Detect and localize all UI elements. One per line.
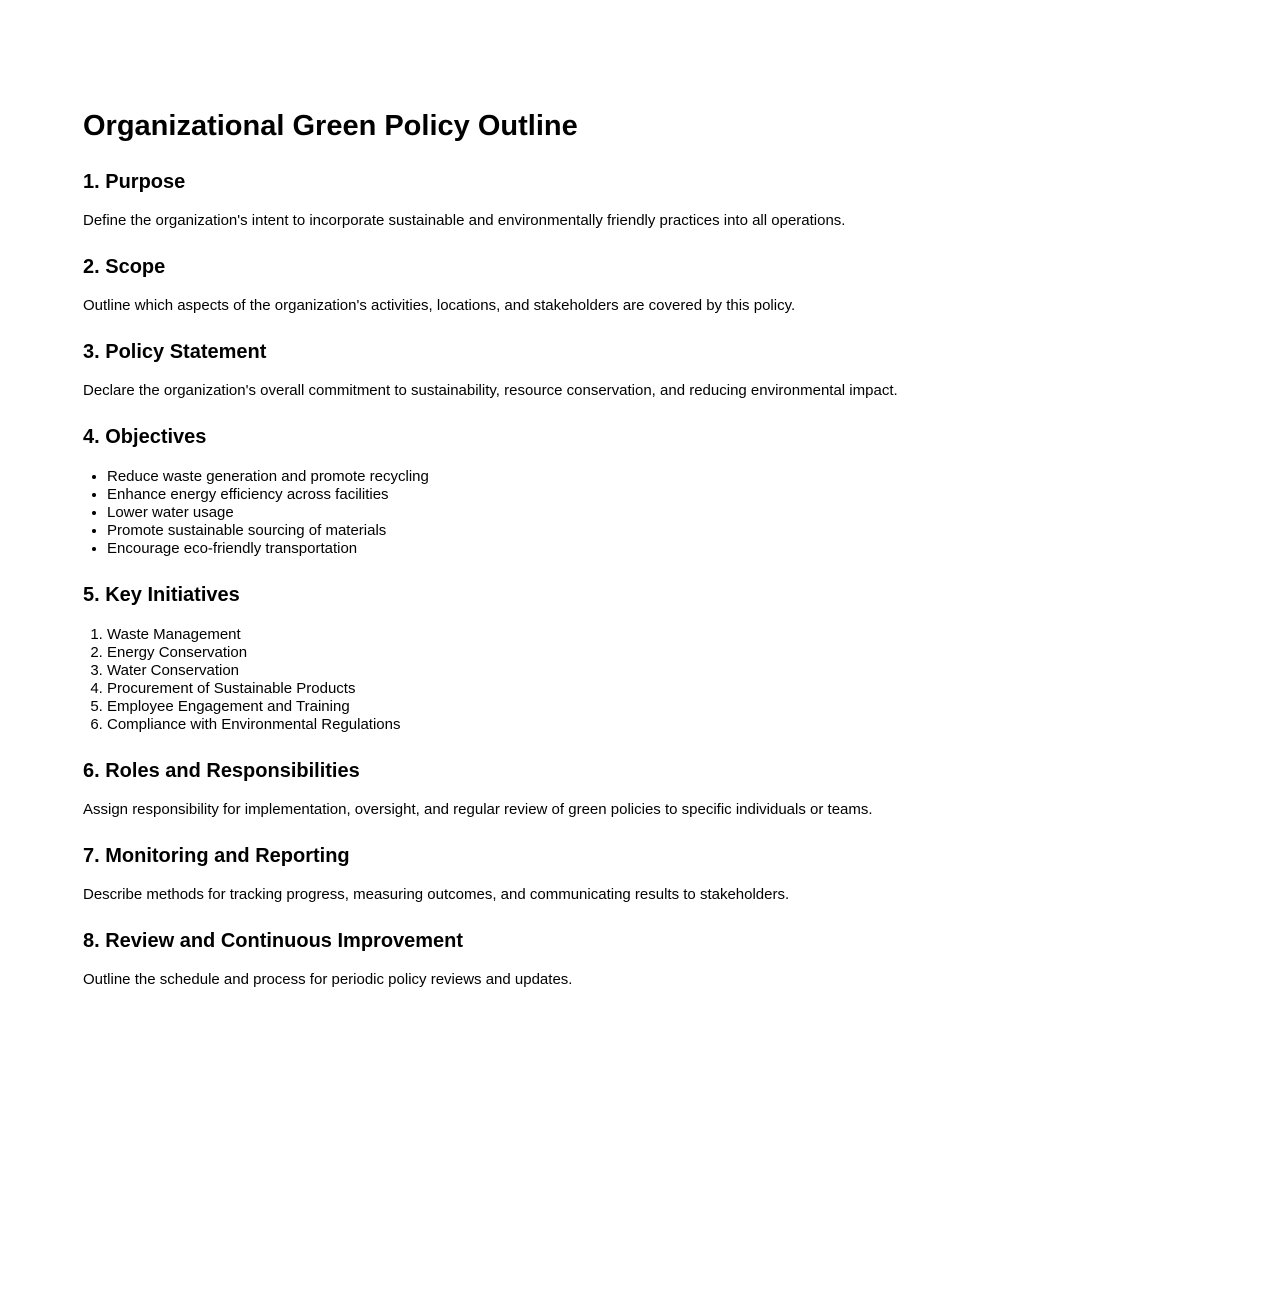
section-heading-policy-statement: 3. Policy Statement: [83, 341, 267, 364]
objectives-list: [83, 468, 1198, 558]
section-roles-responsibilities: [83, 760, 1198, 819]
section-heading-objectives: 4. Objectives: [83, 426, 207, 449]
section-heading-key-initiatives: 5. Key Initiatives: [83, 584, 240, 607]
document-title: Organizational Green Policy Outline: [83, 110, 578, 142]
section-purpose: [83, 171, 1198, 230]
list-item: 1. Waste Management: [107, 626, 1198, 644]
section-scope: [83, 256, 1198, 315]
initiatives-list: [83, 626, 1198, 734]
list-item: • Encourage eco-friendly transportation: [107, 540, 1198, 558]
section-paragraph-roles-responsibilities: Assign responsibility for implementation, oversight, and regular review of green policies to specific individuals or teams.: [83, 801, 873, 819]
section-heading-monitoring-reporting: 7. Monitoring and Reporting: [83, 845, 350, 868]
list-item: • Enhance energy efficiency across facilities: [107, 486, 1198, 504]
section-paragraph-purpose: Define the organization's intent to incorporate sustainable and environmentally friendly practices into all operations.: [83, 212, 846, 230]
section-monitoring-reporting: [83, 845, 1198, 904]
section-key-initiatives: [83, 584, 1198, 734]
list-item: 3. Water Conservation: [107, 662, 1198, 680]
list-item: 5. Employee Engagement and Training: [107, 698, 1198, 716]
section-heading-roles-responsibilities: 6. Roles and Responsibilities: [83, 760, 360, 783]
section-paragraph-scope: Outline which aspects of the organization's activities, locations, and stakeholders are covered by this policy.: [83, 297, 796, 315]
section-policy-statement: [83, 341, 1198, 400]
list-item: 4. Procurement of Sustainable Products: [107, 680, 1198, 698]
section-review-improvement: [83, 930, 1198, 989]
section-heading-review-improvement: 8. Review and Continuous Improvement: [83, 930, 464, 953]
section-paragraph-monitoring-reporting: Describe methods for tracking progress, measuring outcomes, and communicating results to stakeholders.: [83, 886, 790, 904]
section-paragraph-policy-statement: Declare the organization's overall commitment to sustainability, resource conservation, and reducing environmental impact.: [83, 382, 898, 400]
list-item: • Promote sustainable sourcing of materials: [107, 522, 1198, 540]
list-item: 6. Compliance with Environmental Regulations: [107, 716, 1198, 734]
section-heading-scope: 2. Scope: [83, 256, 166, 279]
section-paragraph-review-improvement: Outline the schedule and process for periodic policy reviews and updates.: [83, 971, 573, 989]
list-item: • Reduce waste generation and promote recycling: [107, 468, 1198, 486]
list-item: • Lower water usage: [107, 504, 1198, 522]
section-heading-purpose: 1. Purpose: [83, 171, 186, 194]
section-objectives: [83, 426, 1198, 558]
list-item: 2. Energy Conservation: [107, 644, 1198, 662]
